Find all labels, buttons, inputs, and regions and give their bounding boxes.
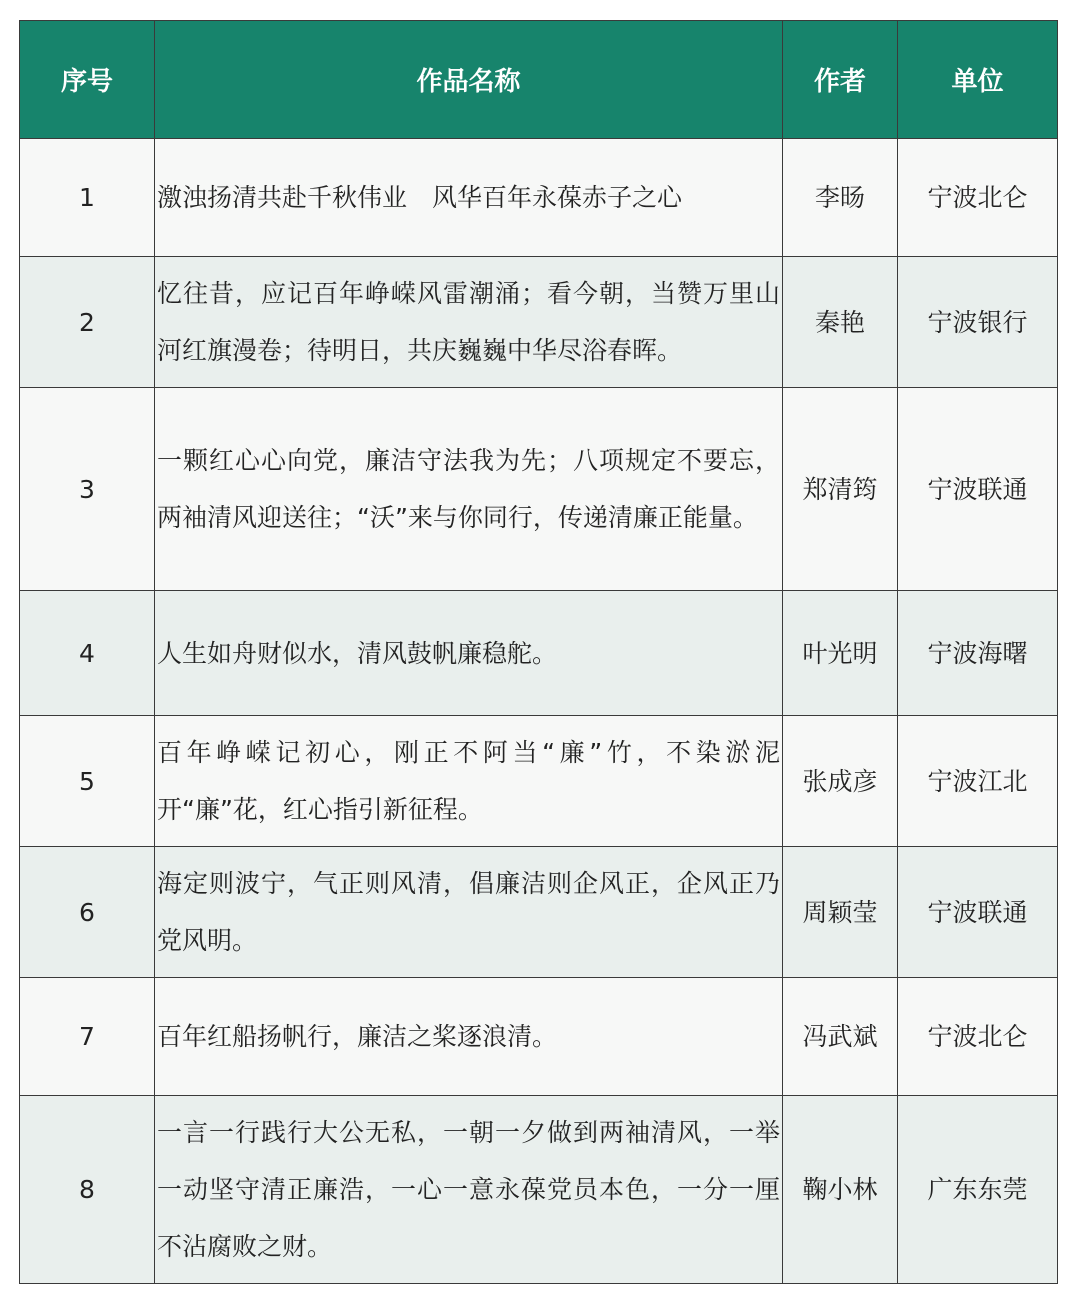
row-author: 鞠小林 bbox=[783, 1096, 898, 1284]
table-body bbox=[20, 139, 1058, 1284]
table-row bbox=[20, 388, 1058, 591]
row-index: 2 bbox=[20, 257, 155, 388]
row-unit: 宁波银行 bbox=[898, 257, 1058, 388]
row-unit: 广东东莞 bbox=[898, 1096, 1058, 1284]
row-title: 激浊扬清共赴千秋伟业 风华百年永葆赤子之心 bbox=[155, 139, 783, 257]
row-author: 秦艳 bbox=[783, 257, 898, 388]
row-author: 郑清筠 bbox=[783, 388, 898, 591]
row-unit: 宁波海曙 bbox=[898, 591, 1058, 716]
table-header bbox=[20, 21, 1058, 139]
header-unit: 单位 bbox=[898, 21, 1058, 139]
row-author: 李旸 bbox=[783, 139, 898, 257]
header-title: 作品名称 bbox=[155, 21, 783, 139]
works-table bbox=[19, 20, 1058, 1284]
row-author: 张成彦 bbox=[783, 716, 898, 847]
header-author: 作者 bbox=[783, 21, 898, 139]
row-unit: 宁波北仑 bbox=[898, 139, 1058, 257]
row-unit: 宁波江北 bbox=[898, 716, 1058, 847]
table-row bbox=[20, 978, 1058, 1096]
row-index: 7 bbox=[20, 978, 155, 1096]
row-index: 4 bbox=[20, 591, 155, 716]
table-row bbox=[20, 847, 1058, 978]
table-row bbox=[20, 716, 1058, 847]
row-title: 百年峥嵘记初心，刚正不阿当“廉”竹，不染淤泥开“廉”花，红心指引新征程。 bbox=[155, 716, 783, 847]
row-index: 1 bbox=[20, 139, 155, 257]
row-index: 6 bbox=[20, 847, 155, 978]
table-row bbox=[20, 591, 1058, 716]
row-title: 一颗红心心向党，廉洁守法我为先；八项规定不要忘，两袖清风迎送往；“沃”来与你同行，传递清廉正能量。 bbox=[155, 388, 783, 591]
row-unit: 宁波联通 bbox=[898, 388, 1058, 591]
row-index: 8 bbox=[20, 1096, 155, 1284]
row-author: 周颖莹 bbox=[783, 847, 898, 978]
row-title: 忆往昔，应记百年峥嵘风雷潮涌；看今朝，当赞万里山河红旗漫卷；待明日，共庆巍巍中华尽浴春晖。 bbox=[155, 257, 783, 388]
table-row bbox=[20, 139, 1058, 257]
header-row bbox=[20, 21, 1058, 139]
row-title: 一言一行践行大公无私，一朝一夕做到两袖清风，一举一动坚守清正廉浩，一心一意永葆党员本色，一分一厘不沾腐败之财。 bbox=[155, 1096, 783, 1284]
row-unit: 宁波北仑 bbox=[898, 978, 1058, 1096]
row-title: 百年红船扬帆行，廉洁之桨逐浪清。 bbox=[155, 978, 783, 1096]
row-unit: 宁波联通 bbox=[898, 847, 1058, 978]
row-index: 3 bbox=[20, 388, 155, 591]
row-title: 人生如舟财似水，清风鼓帆廉稳舵。 bbox=[155, 591, 783, 716]
row-title: 海定则波宁，气正则风清，倡廉洁则企风正，企风正乃党风明。 bbox=[155, 847, 783, 978]
table-row bbox=[20, 1096, 1058, 1284]
row-author: 冯武斌 bbox=[783, 978, 898, 1096]
table-row bbox=[20, 257, 1058, 388]
row-author: 叶光明 bbox=[783, 591, 898, 716]
row-index: 5 bbox=[20, 716, 155, 847]
header-index: 序号 bbox=[20, 21, 155, 139]
